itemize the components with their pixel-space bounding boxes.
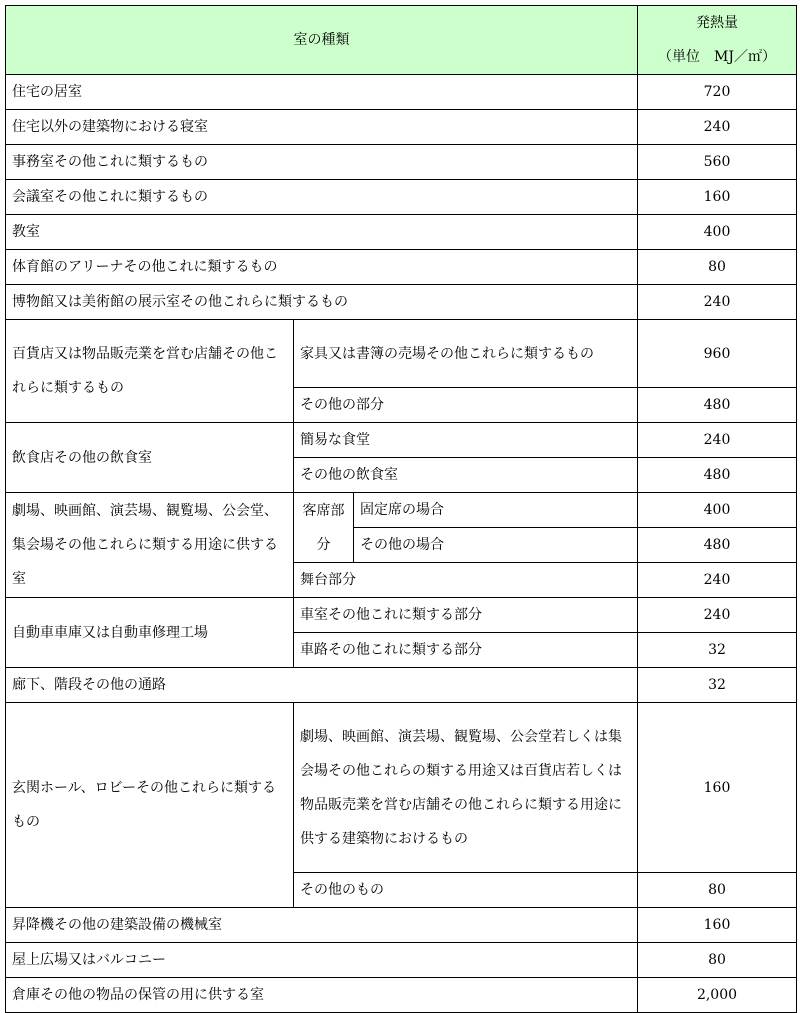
sub-label: その他のもの <box>294 873 638 908</box>
table-row <box>6 285 797 320</box>
table-row <box>6 320 797 388</box>
header-heat-value <box>638 6 797 75</box>
room-label: 玄関ホール、ロビーその他これらに類するもの <box>6 703 294 908</box>
room-label: 事務室その他これに類するもの <box>6 145 638 180</box>
table-row <box>6 908 797 943</box>
table-row <box>6 250 797 285</box>
sub-label: 車路その他これに類する部分 <box>294 633 638 668</box>
header-heat-unit: （単位 MJ／㎡） <box>658 49 776 65</box>
table-row <box>6 75 797 110</box>
heat-value: 2,000 <box>638 978 797 1013</box>
heat-value: 240 <box>638 110 797 145</box>
room-label: 体育館のアリーナその他これに類するもの <box>6 250 638 285</box>
room-label: 昇降機その他の建築設備の機械室 <box>6 908 638 943</box>
room-label: 廊下、階段その他の通路 <box>6 668 638 703</box>
table-row <box>6 598 797 633</box>
seats-label: 客席部分 <box>294 493 354 563</box>
table-row <box>6 145 797 180</box>
table-row <box>6 978 797 1013</box>
heat-value: 240 <box>638 563 797 598</box>
table-row <box>6 180 797 215</box>
header-row <box>6 6 797 75</box>
table-row <box>6 493 797 528</box>
header-room-type: 室の種類 <box>6 6 638 75</box>
table-row <box>6 703 797 873</box>
heat-value: 32 <box>638 668 797 703</box>
sub-label: 劇場、映画館、演芸場、観覧場、公会堂若しくは集会場その他これらの類する用途又は百貨店若しくは物品販売業を営む店舗その他これらに類する用途に供する建築物におけるもの <box>294 703 638 873</box>
table-row <box>6 423 797 458</box>
room-label: 屋上広場又はバルコニー <box>6 943 638 978</box>
heat-value: 80 <box>638 250 797 285</box>
heat-value: 240 <box>638 423 797 458</box>
heat-value: 80 <box>638 873 797 908</box>
room-label: 倉庫その他の物品の保管の用に供する室 <box>6 978 638 1013</box>
room-label: 劇場、映画館、演芸場、観覧場、公会堂、集会場その他これらに類する用途に供する室 <box>6 493 294 598</box>
sub-label: 家具又は書簿の売場その他これらに類するもの <box>294 320 638 388</box>
heat-value: 720 <box>638 75 797 110</box>
room-label: 飲食店その他の飲食室 <box>6 423 294 493</box>
room-label: 会議室その他これに類するもの <box>6 180 638 215</box>
heat-value: 240 <box>638 598 797 633</box>
heat-value: 160 <box>638 180 797 215</box>
heat-value: 400 <box>638 493 797 528</box>
sub-label: 簡易な食堂 <box>294 423 638 458</box>
header-heat-title: 発熱量 <box>696 15 738 31</box>
table-row <box>6 215 797 250</box>
heat-value: 480 <box>638 458 797 493</box>
heat-value: 480 <box>638 388 797 423</box>
sub-label: その他の場合 <box>354 528 638 563</box>
heat-value: 160 <box>638 703 797 873</box>
room-label: 自動車車庫又は自動車修理工場 <box>6 598 294 668</box>
table-row <box>6 668 797 703</box>
heat-value: 960 <box>638 320 797 388</box>
heat-value: 400 <box>638 215 797 250</box>
room-label: 住宅以外の建築物における寝室 <box>6 110 638 145</box>
sub-label: 固定席の場合 <box>354 493 638 528</box>
sub-label: その他の部分 <box>294 388 638 423</box>
room-label: 百貨店又は物品販売業を営む店舗その他これらに類するもの <box>6 320 294 423</box>
room-label: 住宅の居室 <box>6 75 638 110</box>
table-row <box>6 110 797 145</box>
heat-value: 480 <box>638 528 797 563</box>
heat-value: 560 <box>638 145 797 180</box>
sub-label: 舞台部分 <box>294 563 638 598</box>
heat-value: 240 <box>638 285 797 320</box>
heat-value: 80 <box>638 943 797 978</box>
room-label: 教室 <box>6 215 638 250</box>
sub-label: その他の飲食室 <box>294 458 638 493</box>
room-label: 博物館又は美術館の展示室その他これらに類するもの <box>6 285 638 320</box>
heat-value: 160 <box>638 908 797 943</box>
heat-value-table <box>5 5 797 1013</box>
sub-label: 車室その他これに類する部分 <box>294 598 638 633</box>
heat-value: 32 <box>638 633 797 668</box>
table-row <box>6 943 797 978</box>
